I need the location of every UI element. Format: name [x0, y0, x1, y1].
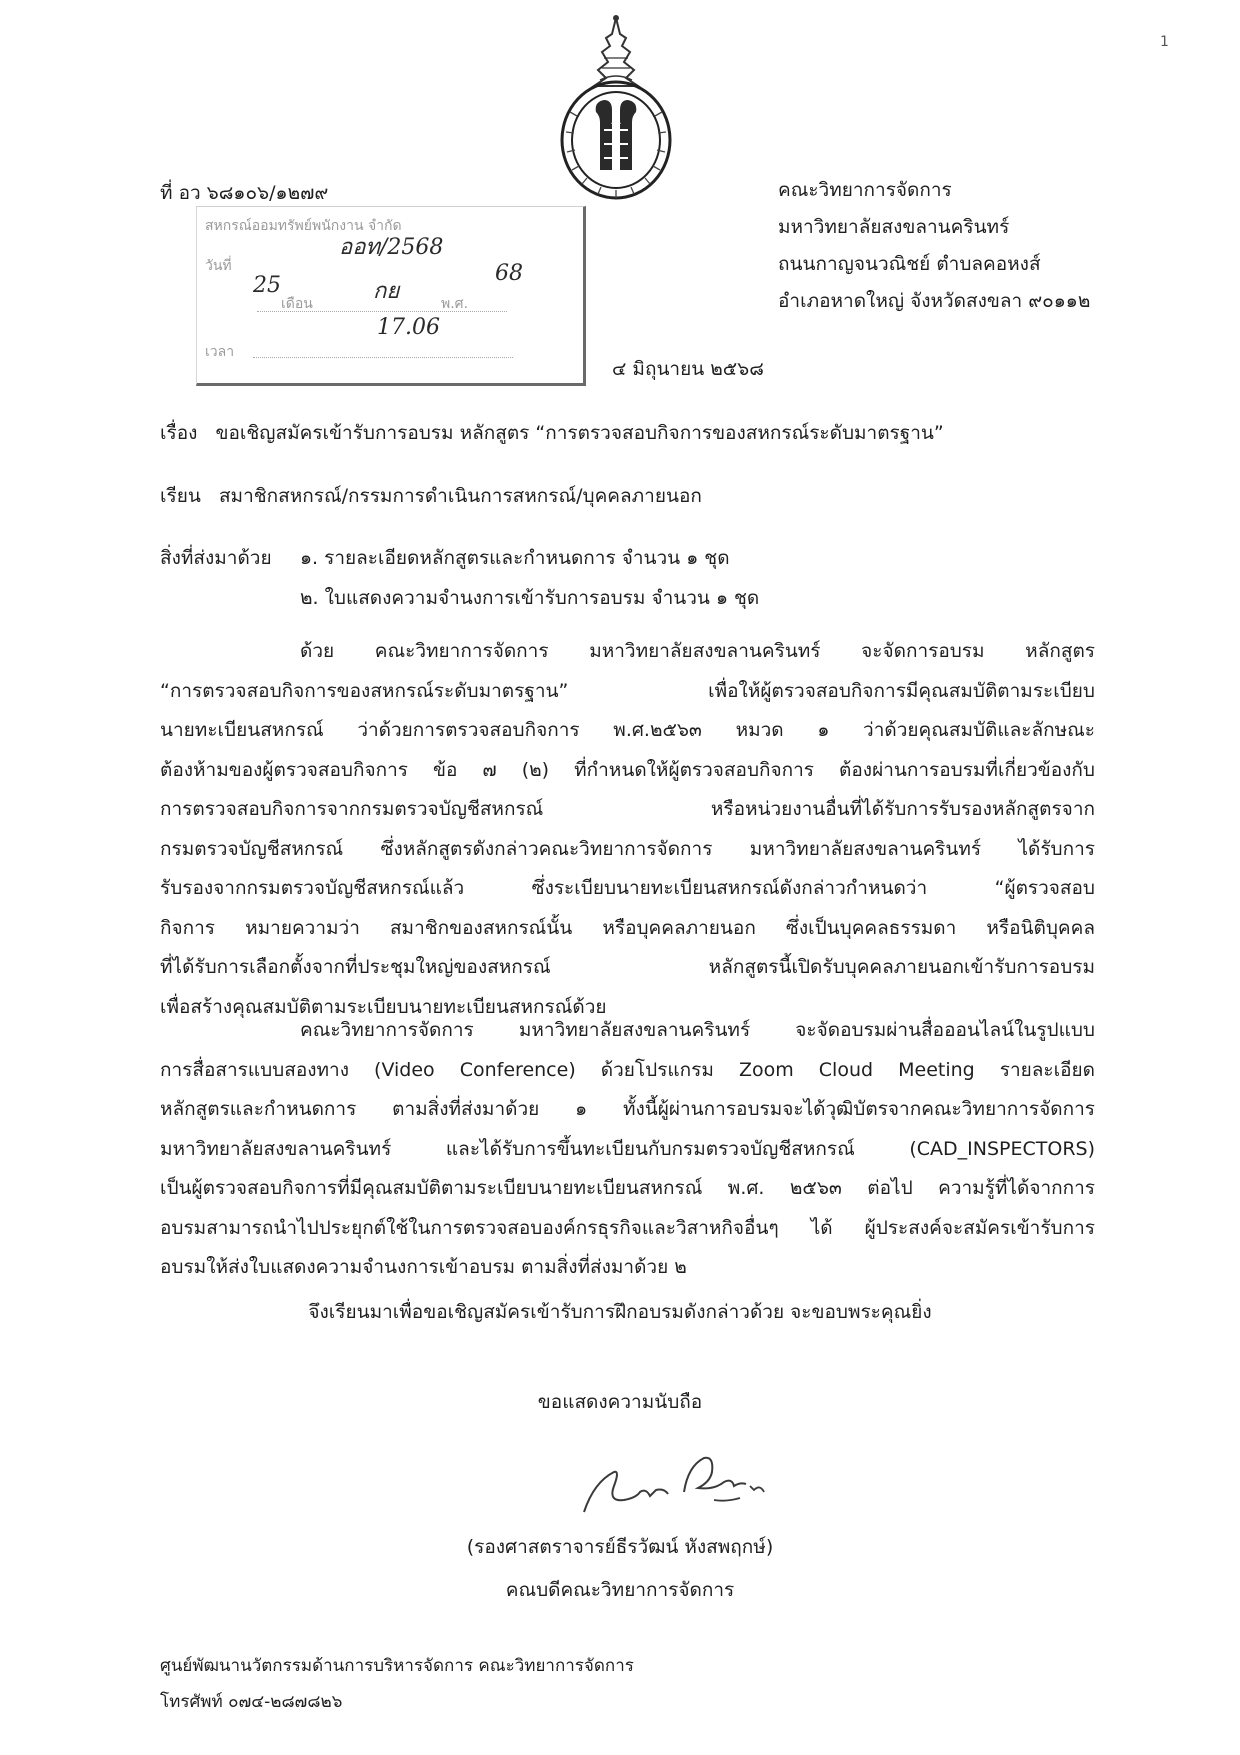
handwritten-signature: [564, 1442, 814, 1534]
subject-line: [160, 418, 944, 448]
body-paragraph-1: [160, 632, 1095, 1027]
stamp-date-day: 25: [253, 273, 281, 298]
subject-label: เรื่อง: [160, 422, 198, 444]
footer-phone: โทรศัพท์ ๐๗๔-๒๘๗๘๒๖: [160, 1692, 343, 1712]
body-line: ด้วย คณะวิทยาการจัดการ มหาวิทยาลัยสงขลานครินทร์ จะจัดการอบรม หลักสูตร: [300, 640, 1095, 662]
subject-text: ขอเชิญสมัครเข้ารับการอบรม หลักสูตร “การตรวจสอบกิจการของสหกรณ์ระดับมาตรฐาน”: [215, 422, 944, 444]
body-line: กิจการ หมายความว่า สมาชิกของสหกรณ์นั้น หรือบุคคลภายนอก ซึ่งเป็นบุคคลธรรมดา หรือนิติบุคคล: [160, 916, 1095, 939]
stamp-dotted-line: [257, 311, 507, 312]
footer-unit: ศูนย์พัฒนานวัตกรรมด้านการบริหารจัดการ คณะวิทยาการจัดการ: [160, 1656, 634, 1676]
body-line: นายทะเบียนสหกรณ์ ว่าด้วยการตรวจสอบกิจการ พ.ศ.๒๕๖๓ หมวด ๑ ว่าด้วยคุณสมบัติและลักษณะ: [160, 719, 1095, 741]
signer-name: (รองศาสตราจารย์ธีรวัฒน์ หังสพฤกษ์): [466, 1536, 774, 1558]
university-seal-logo: [556, 12, 676, 204]
closing-sentence: จึงเรียนมาเพื่อขอเชิญสมัครเข้ารับการฝึกอบรมดังกล่าวด้วย จะขอบพระคุณยิ่ง: [308, 1301, 932, 1323]
sender-university: มหาวิทยาลัยสงขลานครินทร์: [778, 216, 1010, 238]
body-line: การตรวจสอบกิจการจากกรมตรวจบัญชีสหกรณ์ หรือหน่วยงานอื่นที่ได้รับการรับรองหลักสูตรจาก: [160, 798, 1095, 820]
enclosure-item: ๒. ใบแสดงความจำนงการเข้ารับการอบรม จำนวน ๑ ชุด: [300, 587, 760, 609]
stamp-time: 17.06: [377, 315, 440, 340]
body-line: อบรมให้ส่งใบแสดงความจำนงการเข้าอบรม ตามสิ่งที่ส่งมาด้วย ๒: [160, 1256, 687, 1278]
body-paragraph-2: [160, 1011, 1095, 1288]
body-line: การสื่อสารแบบสองทาง (Video Conference) ด้วยโปรแกรม Zoom Cloud Meeting รายละเอียด: [160, 1058, 1095, 1081]
sender-address: [778, 172, 1090, 320]
body-line: อบรมสามารถนำไปประยุกต์ใช้ในการตรวจสอบองค์กรธุรกิจและวิสาหกิจอื่นๆ ได้ ผู้ประสงค์จะสมัครเข้ารับการ: [160, 1216, 1095, 1239]
stamp-dotted-line: [253, 357, 513, 358]
sender-district: อำเภอหาดใหญ่ จังหวัดสงขลา ๙๐๑๑๒: [778, 290, 1091, 312]
stamp-label-date: วันที่: [205, 258, 232, 274]
stamp-label-year: พ.ศ.: [441, 296, 469, 312]
enclosures-label: สิ่งที่ส่งมาด้วย: [160, 547, 272, 569]
body-line: ต้องห้ามของผู้ตรวจสอบกิจการ ข้อ ๗ (๒) ที่กำหนดให้ผู้ตรวจสอบกิจการ ต้องผ่านการอบรมที่เกี่ยวข้องกับ: [160, 758, 1095, 781]
stamp-number: ออท/2568: [339, 235, 444, 260]
body-line: คณะวิทยาการจัดการ มหาวิทยาลัยสงขลานครินทร์ จะจัดอบรมผ่านสื่อออนไลน์ในรูปแบบ: [300, 1019, 1095, 1041]
regards: ขอแสดงความนับถือ: [537, 1391, 703, 1413]
salutation-line: [160, 481, 702, 511]
signer-position: คณบดีคณะวิทยาการจัดการ: [505, 1579, 735, 1601]
body-line: เพื่อสร้างคุณสมบัติตามระเบียบนายทะเบียนสหกรณ์ด้วย: [160, 995, 607, 1018]
body-line: ที่ได้รับการเลือกตั้งจากที่ประชุมใหญ่ของสหกรณ์ หลักสูตรนี้เปิดรับบุคคลภายนอกเข้ารับการอบรม: [160, 956, 1095, 978]
stamp-label-month: เดือน: [281, 296, 313, 312]
stamp-header: สหกรณ์ออมทรัพย์พนักงาน จำกัด: [205, 218, 402, 234]
salutation-label: เรียน: [160, 485, 201, 507]
salutation-text: สมาชิกสหกรณ์/กรรมการดำเนินการสหกรณ์/บุคคลภายนอก: [218, 485, 702, 507]
stamp-label-time: เวลา: [205, 344, 235, 360]
sender-faculty: คณะวิทยาการจัดการ: [778, 179, 952, 201]
letter-date: ๔ มิถุนายน ๒๕๖๘: [612, 358, 764, 380]
body-line: “การตรวจสอบกิจการของสหกรณ์ระดับมาตรฐาน” เพื่อให้ผู้ตรวจสอบกิจการมีคุณสมบัติตามระเบียบ: [160, 679, 1095, 702]
sender-road: ถนนกาญจนวณิชย์ ตำบลคอหงส์: [778, 253, 1041, 275]
document-number: ที่ อว ๖๘๑๐๖/๑๒๗๙: [160, 182, 329, 204]
body-line: กรมตรวจบัญชีสหกรณ์ ซึ่งหลักสูตรดังกล่าวคณะวิทยาการจัดการ มหาวิทยาลัยสงขลานครินทร์ ได้รับการ: [160, 837, 1095, 860]
body-line: หลักสูตรและกำหนดการ ตามสิ่งที่ส่งมาด้วย ๑ ทั้งนี้ผู้ผ่านการอบรมจะได้วุฒิบัตรจากคณะวิทยาการจัดการ: [160, 1098, 1095, 1120]
stamp-date-year: 68: [495, 261, 523, 286]
body-line: เป็นผู้ตรวจสอบกิจการที่มีคุณสมบัติตามระเบียบนายทะเบียนสหกรณ์ พ.ศ. ๒๕๖๓ ต่อไป ความรู้ที่ได้จากการ: [160, 1177, 1095, 1199]
received-stamp: [196, 206, 586, 386]
body-line: รับรองจากกรมตรวจบัญชีสหกรณ์แล้ว ซึ่งระเบียบนายทะเบียนสหกรณ์ดังกล่าวกำหนดว่า “ผู้ตรวจสอบ: [160, 877, 1095, 899]
page-number: 1: [1160, 34, 1169, 50]
body-line: มหาวิทยาลัยสงขลานครินทร์ และได้รับการขึ้นทะเบียนกับกรมตรวจบัญชีสหกรณ์ (CAD_INSPECTORS): [160, 1137, 1095, 1160]
enclosure-item: ๑. รายละเอียดหลักสูตรและกำหนดการ จำนวน ๑ ชุด: [300, 547, 730, 569]
stamp-date-month: กย: [373, 279, 400, 304]
